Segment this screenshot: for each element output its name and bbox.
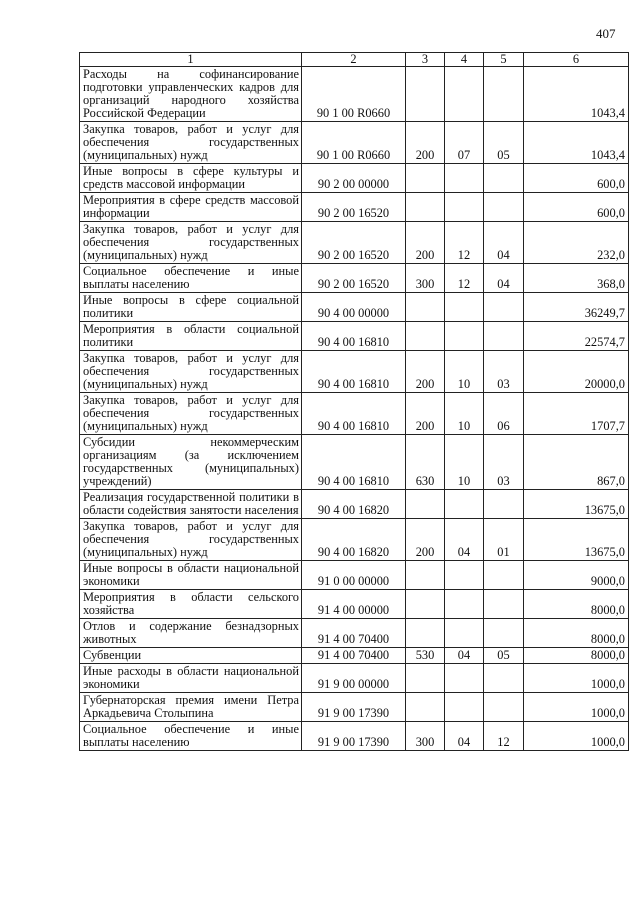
row-section — [445, 561, 484, 590]
row-subsection — [484, 67, 524, 122]
table-row — [80, 164, 629, 193]
row-subsection — [484, 193, 524, 222]
row-expense-type: 200 — [406, 222, 445, 264]
row-subsection — [484, 561, 524, 590]
row-section: 10 — [445, 435, 484, 490]
row-section — [445, 164, 484, 193]
row-description: Губернаторская премия имени Петра Аркадьевича Столыпина — [80, 693, 302, 722]
row-description: Закупка товаров, работ и услуг для обеспечения государственных (муниципальных) нужд — [80, 122, 302, 164]
row-amount: 13675,0 — [524, 519, 629, 561]
row-amount: 1000,0 — [524, 664, 629, 693]
row-subsection — [484, 590, 524, 619]
row-amount: 20000,0 — [524, 351, 629, 393]
row-description: Социальное обеспечение и иные выплаты населению — [80, 722, 302, 751]
column-header: 6 — [524, 53, 629, 67]
row-expense-type: 630 — [406, 435, 445, 490]
row-section: 12 — [445, 222, 484, 264]
row-description: Мероприятия в области сельского хозяйства — [80, 590, 302, 619]
row-subsection: 12 — [484, 722, 524, 751]
table-row — [80, 693, 629, 722]
row-amount: 1000,0 — [524, 693, 629, 722]
row-amount: 1000,0 — [524, 722, 629, 751]
row-amount: 22574,7 — [524, 322, 629, 351]
row-subsection: 03 — [484, 435, 524, 490]
row-section — [445, 619, 484, 648]
table-row — [80, 293, 629, 322]
column-header: 2 — [302, 53, 406, 67]
row-subsection — [484, 322, 524, 351]
column-header: 5 — [484, 53, 524, 67]
table-row — [80, 722, 629, 751]
row-section — [445, 67, 484, 122]
row-target-code: 90 4 00 16810 — [302, 351, 406, 393]
page-number: 407 — [596, 26, 616, 41]
row-expense-type — [406, 293, 445, 322]
row-expense-type — [406, 693, 445, 722]
row-target-code: 90 2 00 16520 — [302, 264, 406, 293]
row-expense-type: 300 — [406, 264, 445, 293]
table-row — [80, 648, 629, 664]
row-expense-type — [406, 664, 445, 693]
budget-table-container — [79, 52, 629, 751]
table-row — [80, 619, 629, 648]
row-description: Отлов и содержание безнадзорных животных — [80, 619, 302, 648]
row-subsection — [484, 293, 524, 322]
row-description: Реализация государственной политики в области содействия занятости населения — [80, 490, 302, 519]
row-description: Закупка товаров, работ и услуг для обеспечения государственных (муниципальных) нужд — [80, 519, 302, 561]
row-description: Субвенции — [80, 648, 302, 664]
row-target-code: 91 9 00 17390 — [302, 722, 406, 751]
row-target-code: 90 1 00 R0660 — [302, 122, 406, 164]
row-expense-type: 530 — [406, 648, 445, 664]
row-amount: 9000,0 — [524, 561, 629, 590]
row-subsection: 03 — [484, 351, 524, 393]
row-section: 10 — [445, 351, 484, 393]
table-row — [80, 664, 629, 693]
row-description: Расходы на софинансирование подготовки управленческих кадров для организаций народного хозяйства Российской Федерации — [80, 67, 302, 122]
row-amount: 1043,4 — [524, 67, 629, 122]
row-description: Субсидии некоммерческим организациям (за исключением государственных (муниципальных) учреждений) — [80, 435, 302, 490]
row-description: Социальное обеспечение и иные выплаты населению — [80, 264, 302, 293]
row-section: 12 — [445, 264, 484, 293]
table-row — [80, 122, 629, 164]
column-header: 1 — [80, 53, 302, 67]
table-row — [80, 590, 629, 619]
row-target-code: 90 4 00 16810 — [302, 435, 406, 490]
row-expense-type: 200 — [406, 122, 445, 164]
row-section: 07 — [445, 122, 484, 164]
budget-table — [79, 52, 629, 751]
row-section — [445, 193, 484, 222]
row-amount: 13675,0 — [524, 490, 629, 519]
row-section — [445, 490, 484, 519]
row-subsection: 05 — [484, 122, 524, 164]
row-section: 04 — [445, 648, 484, 664]
row-expense-type — [406, 67, 445, 122]
row-target-code: 90 2 00 16520 — [302, 193, 406, 222]
row-subsection: 04 — [484, 222, 524, 264]
column-header: 4 — [445, 53, 484, 67]
row-target-code: 90 4 00 00000 — [302, 293, 406, 322]
table-row — [80, 435, 629, 490]
row-target-code: 90 4 00 16810 — [302, 393, 406, 435]
row-description: Закупка товаров, работ и услуг для обеспечения государственных (муниципальных) нужд — [80, 393, 302, 435]
row-target-code: 91 9 00 17390 — [302, 693, 406, 722]
row-subsection: 04 — [484, 264, 524, 293]
row-expense-type — [406, 619, 445, 648]
row-subsection — [484, 664, 524, 693]
column-header: 3 — [406, 53, 445, 67]
row-section: 10 — [445, 393, 484, 435]
row-amount: 1043,4 — [524, 122, 629, 164]
row-subsection: 05 — [484, 648, 524, 664]
table-row — [80, 351, 629, 393]
row-subsection — [484, 619, 524, 648]
row-section: 04 — [445, 722, 484, 751]
table-row — [80, 393, 629, 435]
row-expense-type: 200 — [406, 351, 445, 393]
table-row — [80, 67, 629, 122]
row-amount: 8000,0 — [524, 648, 629, 664]
table-row — [80, 490, 629, 519]
row-target-code: 91 4 00 70400 — [302, 619, 406, 648]
row-target-code: 90 4 00 16820 — [302, 519, 406, 561]
row-expense-type: 300 — [406, 722, 445, 751]
row-expense-type — [406, 561, 445, 590]
row-amount: 36249,7 — [524, 293, 629, 322]
row-target-code: 90 2 00 00000 — [302, 164, 406, 193]
row-target-code: 90 4 00 16810 — [302, 322, 406, 351]
row-description: Закупка товаров, работ и услуг для обеспечения государственных (муниципальных) нужд — [80, 222, 302, 264]
table-row — [80, 322, 629, 351]
row-subsection: 06 — [484, 393, 524, 435]
row-target-code: 91 0 00 00000 — [302, 561, 406, 590]
row-target-code: 91 9 00 00000 — [302, 664, 406, 693]
table-row — [80, 519, 629, 561]
row-description: Иные вопросы в сфере культуры и средств массовой информации — [80, 164, 302, 193]
row-description: Иные вопросы в области национальной экономики — [80, 561, 302, 590]
row-description: Мероприятия в сфере средств массовой информации — [80, 193, 302, 222]
row-subsection: 01 — [484, 519, 524, 561]
row-amount: 8000,0 — [524, 619, 629, 648]
row-description: Закупка товаров, работ и услуг для обеспечения государственных (муниципальных) нужд — [80, 351, 302, 393]
row-expense-type — [406, 490, 445, 519]
row-amount: 232,0 — [524, 222, 629, 264]
row-subsection — [484, 164, 524, 193]
row-subsection — [484, 693, 524, 722]
row-amount: 867,0 — [524, 435, 629, 490]
row-section — [445, 590, 484, 619]
row-expense-type — [406, 590, 445, 619]
row-target-code: 90 1 00 R0660 — [302, 67, 406, 122]
table-row — [80, 561, 629, 590]
table-row — [80, 193, 629, 222]
row-target-code: 91 4 00 70400 — [302, 648, 406, 664]
row-amount: 1707,7 — [524, 393, 629, 435]
row-expense-type — [406, 164, 445, 193]
row-expense-type: 200 — [406, 519, 445, 561]
row-description: Иные расходы в области национальной экономики — [80, 664, 302, 693]
row-section — [445, 693, 484, 722]
row-section — [445, 293, 484, 322]
table-row — [80, 264, 629, 293]
table-row — [80, 222, 629, 264]
row-target-code: 90 2 00 16520 — [302, 222, 406, 264]
row-section: 04 — [445, 519, 484, 561]
row-target-code: 90 4 00 16820 — [302, 490, 406, 519]
row-description: Мероприятия в области социальной политики — [80, 322, 302, 351]
row-section — [445, 322, 484, 351]
row-expense-type — [406, 322, 445, 351]
table-header-row — [80, 53, 629, 67]
row-amount: 600,0 — [524, 193, 629, 222]
row-expense-type — [406, 193, 445, 222]
row-amount: 368,0 — [524, 264, 629, 293]
row-amount: 8000,0 — [524, 590, 629, 619]
row-subsection — [484, 490, 524, 519]
row-target-code: 91 4 00 00000 — [302, 590, 406, 619]
row-expense-type: 200 — [406, 393, 445, 435]
row-amount: 600,0 — [524, 164, 629, 193]
row-description: Иные вопросы в сфере социальной политики — [80, 293, 302, 322]
row-section — [445, 664, 484, 693]
